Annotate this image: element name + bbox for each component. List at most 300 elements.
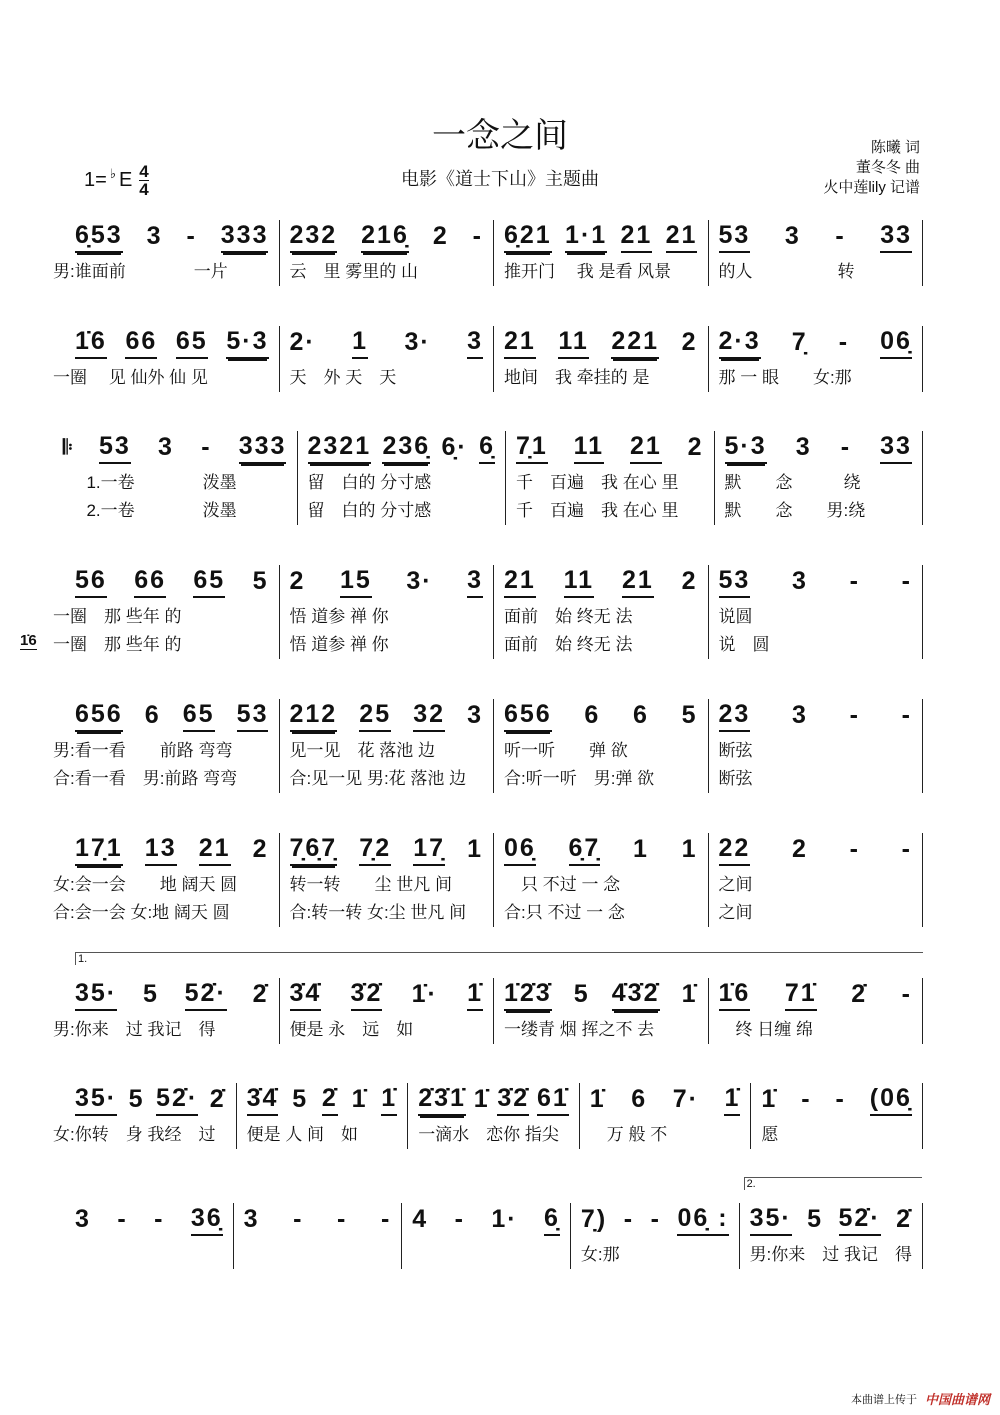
note-group: -: [154, 1204, 165, 1233]
note-group: 56: [75, 567, 107, 598]
score-system: [63, 431, 923, 525]
lyric-line: 见一见 花 落池 边: [289, 741, 435, 760]
measure: [280, 978, 495, 1044]
note-group: 1̇: [351, 1084, 368, 1113]
note-group: 3·: [404, 327, 431, 356]
measure: [494, 326, 709, 392]
lyric-line: 女:你转 身 我经 过: [53, 1125, 216, 1144]
note-group: 52̇·: [839, 1205, 881, 1236]
note-group: 5: [292, 1084, 309, 1113]
measure: [237, 1083, 409, 1149]
note-line: [504, 565, 698, 599]
note-group: 1̇: [381, 1085, 397, 1116]
note-group: 2̇: [896, 1204, 913, 1233]
lyric-line: 只 不过 一 念: [504, 875, 621, 894]
note-group: 1̇: [589, 1084, 606, 1113]
note-group: -: [838, 327, 850, 356]
note-group: 1̇: [724, 1085, 740, 1116]
lyric-line: 之间: [718, 903, 753, 922]
measure: [494, 565, 709, 659]
lyric-line: 默 念 绕: [724, 473, 861, 492]
lyric-line: 转一转 尘 世凡 间: [289, 875, 452, 894]
note-group: 3: [467, 328, 483, 359]
note-group: 1·: [491, 1204, 518, 1233]
lyric-line: 断弦: [718, 741, 753, 760]
measures-row: [75, 431, 923, 525]
note-group: 1̇: [761, 1084, 778, 1113]
note-group: 15: [340, 567, 372, 598]
note-group: 1̇·: [411, 979, 438, 1008]
note-group: 2: [432, 221, 449, 250]
note-group: 6: [584, 700, 601, 729]
note-group: 52̇·: [185, 980, 227, 1011]
note-group: 21: [630, 433, 662, 464]
lyric-line: 留 白的 分寸感: [307, 501, 432, 520]
measure: [53, 1083, 237, 1149]
note-group: 33: [880, 433, 912, 464]
note-group: 2̇: [851, 979, 868, 1008]
note-group: 71̇: [785, 980, 817, 1011]
note-group: 3: [75, 1204, 91, 1233]
note-group: 21: [504, 567, 536, 598]
lyric-line: 男:看一看 前路 弯弯: [53, 741, 233, 760]
note-group: 6: [631, 1084, 648, 1113]
note-group: -: [901, 834, 912, 863]
measure: [280, 833, 495, 927]
note-group: 7̣6̣7̣: [290, 835, 338, 866]
note-group: 1: [681, 834, 698, 863]
lyric-line: 一圈 那 些年 的: [53, 635, 182, 654]
note-group: 65: [176, 328, 208, 359]
lyric-line: 一缕青 烟 挥之不 去: [504, 1020, 655, 1039]
score-system: [53, 833, 923, 927]
lyric-line: 千 百遍 我 在心 里: [516, 473, 679, 492]
note-group: 5: [128, 1084, 145, 1113]
time-top: 4: [139, 162, 149, 181]
note-group: 7·: [672, 1084, 699, 1113]
note-group: 22: [719, 835, 751, 866]
note-group: 7̣: [791, 327, 808, 356]
note-group: 21: [621, 222, 653, 253]
note-line: [590, 1083, 741, 1117]
score-system: [53, 326, 923, 392]
measure: [751, 1083, 923, 1149]
measures-row: [53, 565, 923, 659]
score-system: [53, 953, 923, 1044]
note-group: 2̇: [252, 979, 269, 1008]
note-line: [719, 699, 913, 733]
note-group: 2̇3̇1̇: [418, 1085, 466, 1116]
lyric-line: 合:听一听 男:弹 欲: [504, 769, 655, 788]
note-line: [290, 326, 484, 360]
lyric-line: 合:会一会 女:地 阔天 圆: [53, 903, 230, 922]
note-group: 25: [359, 701, 391, 732]
note-group: -: [801, 1084, 812, 1113]
note-group: 3: [784, 221, 801, 250]
note-group: 3: [467, 567, 483, 598]
measure: [506, 431, 715, 525]
note-line: [719, 833, 913, 867]
note-group: 5: [807, 1204, 824, 1233]
note-line: [247, 1083, 398, 1117]
alternate-notes: 1̇6: [20, 632, 37, 649]
note-group: -: [835, 221, 846, 250]
lyric-line: 说圆: [718, 607, 753, 626]
note-group: 66: [125, 328, 157, 359]
measure: [494, 220, 709, 286]
lyric-line: 2.一卷 泼墨: [77, 501, 237, 520]
measures-row: [53, 978, 923, 1044]
note-group: -: [901, 979, 912, 1008]
measure: [53, 699, 280, 793]
measure: [53, 220, 280, 286]
note-line: [75, 220, 269, 254]
lyric-line: 地间 我 牵挂的 是: [504, 368, 650, 387]
note-line: [504, 220, 698, 254]
note-line: [719, 220, 913, 254]
song-title: 一念之间: [432, 117, 568, 155]
note-line: [750, 1203, 912, 1237]
transcriber: 火中莲lily 记谱: [823, 179, 920, 196]
measure: [75, 431, 298, 525]
score-system: [53, 565, 923, 659]
note-group: 32: [413, 701, 445, 732]
lyric-line: 的人 转: [718, 262, 855, 281]
measure: [715, 431, 924, 525]
measure: [75, 1203, 234, 1269]
note-group: 06̣: [880, 328, 912, 359]
measure: [53, 833, 280, 927]
lyric-line: 推开门 我 是看 风景: [504, 262, 672, 281]
volta-bracket: 1.: [75, 952, 923, 965]
note-group: 2·: [289, 327, 316, 356]
note-line: [719, 565, 913, 599]
note-group: 3: [243, 1204, 260, 1233]
note-group: 212: [290, 701, 338, 732]
note-line: [75, 978, 269, 1012]
note-group: 2: [681, 566, 698, 595]
note-group: 1̇2̇3̇: [504, 980, 552, 1011]
lyric-line: 面前 始 终无 法: [504, 607, 633, 626]
note-group: 333: [239, 433, 287, 464]
note-group: 3: [146, 221, 163, 250]
composer: 董冬冬 曲: [855, 159, 920, 176]
lyric-line: 万 般 不: [589, 1125, 668, 1144]
lyric-line: 一圈 那 些年 的: [53, 607, 182, 626]
note-group: 6̣·: [441, 432, 468, 461]
note-group: -: [901, 566, 912, 595]
measure: [571, 1203, 740, 1269]
note-group: -: [117, 1204, 128, 1233]
measure: [740, 1178, 923, 1269]
note-group: 2: [289, 566, 306, 595]
note-group: 3̇2̇: [351, 980, 383, 1011]
note-group: 6: [144, 700, 161, 729]
note-line: [99, 431, 287, 465]
note-group: 52̇·: [156, 1085, 198, 1116]
lyric-line: 那 一 眼 女:那: [718, 368, 852, 387]
measures-row: [53, 699, 923, 793]
note-group: 53: [719, 567, 751, 598]
note-group: 656: [75, 701, 123, 732]
note-group: 11: [558, 328, 588, 359]
note-group: 11: [564, 567, 594, 598]
flat-sign: ♭: [109, 165, 116, 181]
note-line: [725, 431, 913, 465]
note-group: 6: [633, 700, 649, 729]
note-line: [412, 1203, 560, 1237]
measures-row: [53, 1083, 923, 1149]
note-line: [290, 699, 484, 733]
lyric-line: 合:只 不过 一 念: [504, 903, 625, 922]
note-group: 53: [99, 433, 131, 464]
score-system: [53, 699, 923, 793]
measure: [53, 978, 280, 1044]
key-signature: [84, 163, 149, 198]
lyric-line: 合:转一转 女:尘 世凡 间: [289, 903, 467, 922]
note-group: 1: [633, 834, 649, 863]
footer-text: 本曲谱上传于: [850, 1393, 917, 1406]
measure: [494, 978, 709, 1044]
measure: [53, 565, 280, 659]
note-group: -: [201, 432, 212, 461]
note-group: 221: [611, 328, 659, 359]
note-group: 3̇4̇: [247, 1085, 279, 1116]
note-group: 5: [142, 979, 159, 1008]
note-group: -: [380, 1204, 392, 1233]
note-group: 1̇6: [719, 980, 751, 1011]
note-group: 236̣: [382, 433, 430, 464]
note-group: 35·: [75, 1085, 117, 1116]
time-signature: [139, 163, 148, 198]
note-group: -: [454, 1204, 465, 1233]
measures-row: [75, 1178, 923, 1269]
measures-row: [53, 220, 923, 286]
note-group: -: [472, 221, 483, 250]
lyric-line: 云 里 雾里的 山: [289, 262, 418, 281]
measures-row: [53, 326, 923, 392]
note-group: 06̣: [504, 835, 536, 866]
note-group: 13: [145, 835, 177, 866]
note-group: 1·1: [565, 222, 607, 253]
note-group: 2: [252, 834, 269, 863]
note-group: 6̣53: [75, 222, 123, 253]
note-line: [290, 833, 484, 867]
note-group: 2̇: [209, 1084, 226, 1113]
note-group: 2: [681, 327, 698, 356]
note-group: -: [186, 221, 197, 250]
lyric-line: 留 白的 分寸感: [307, 473, 432, 492]
note-group: 65: [183, 701, 215, 732]
note-group: 656: [504, 701, 552, 732]
note-group: 21: [666, 222, 698, 253]
note-group: 53: [719, 222, 751, 253]
lyric-line: 悟 道参 禅 你: [289, 607, 389, 626]
key-note: E: [118, 169, 133, 191]
note-line: [504, 833, 698, 867]
note-group: 5: [252, 566, 269, 595]
note-line: [308, 431, 496, 465]
credits: [823, 138, 920, 198]
site-logo: 中国曲谱网: [924, 1392, 990, 1407]
measure: [53, 326, 280, 392]
note-group: 7̣1: [516, 433, 548, 464]
note-group: 1: [467, 834, 483, 863]
note-group: 6̣: [544, 1205, 560, 1236]
measure: [280, 565, 495, 659]
score-system: [53, 220, 923, 286]
measure: [494, 833, 709, 927]
note-group: -: [835, 1084, 846, 1113]
note-line: [75, 1203, 223, 1237]
note-group: 4̇3̇2̇: [612, 980, 660, 1011]
lyric-line: 便是 人 间 如: [246, 1125, 359, 1144]
note-group: 21: [199, 835, 231, 866]
measure: [408, 1083, 580, 1149]
lyric-line: 悟 道参 禅 你: [289, 635, 389, 654]
note-group: -: [901, 700, 912, 729]
lyric-line: 之间: [718, 875, 753, 894]
note-line: [290, 978, 484, 1012]
note-group: 1: [352, 328, 368, 359]
lyricist: 陈曦 词: [870, 139, 920, 156]
measure: [280, 326, 495, 392]
lyric-line: 男:谁面前 一片: [53, 262, 228, 281]
note-line: [75, 565, 269, 599]
note-group: 17̣: [413, 835, 445, 866]
note-group: 3̇4̇: [290, 980, 322, 1011]
note-group: 5·3: [725, 433, 767, 464]
lyric-line: 默 念 男:绕: [724, 501, 866, 520]
lyric-line: 千 百遍 我 在心 里: [516, 501, 679, 520]
note-group: 36̣: [191, 1205, 223, 1236]
note-group: 66: [134, 567, 166, 598]
measure: [298, 431, 507, 525]
note-group: 35·: [750, 1205, 792, 1236]
note-group: 33: [880, 222, 912, 253]
measure: [580, 1083, 752, 1149]
note-group: 5: [573, 979, 590, 1008]
note-group: 2·3: [719, 328, 761, 359]
note-line: [719, 326, 913, 360]
footer: [851, 1389, 990, 1408]
note-group: (06̣: [870, 1085, 912, 1116]
note-group: 333: [221, 222, 269, 253]
note-group: 1̇: [473, 1084, 490, 1113]
note-group: 3·: [406, 566, 433, 595]
note-group: -: [849, 834, 860, 863]
note-line: [75, 833, 269, 867]
note-group: 5·3: [226, 328, 268, 359]
note-group: 232: [290, 222, 338, 253]
note-group: 1̇: [681, 979, 698, 1008]
note-group: 6̣21: [504, 222, 552, 253]
note-group: -: [849, 566, 860, 595]
lyric-line: 一滴水 恋你 指尖: [418, 1125, 559, 1144]
lyric-line: 1.一卷 泼墨: [77, 473, 237, 492]
note-group: 3: [467, 700, 483, 729]
note-line: [504, 326, 698, 360]
note-line: [581, 1203, 729, 1237]
measure: [709, 565, 924, 659]
key-label: 1=: [84, 169, 107, 191]
note-line: [290, 220, 484, 254]
lyric-line: 说 圆: [718, 635, 770, 654]
note-line: [418, 1083, 569, 1117]
measure: [494, 699, 709, 793]
measure: [709, 699, 924, 793]
note-group: 2321: [308, 433, 372, 464]
note-group: -: [623, 1204, 635, 1233]
lyric-line: 女:会一会 地 阔天 圆: [53, 875, 238, 894]
note-group: 35·: [75, 980, 117, 1011]
measure: [709, 978, 924, 1044]
note-line: [504, 699, 698, 733]
note-line: [290, 565, 484, 599]
note-group: 3: [792, 700, 808, 729]
repeat-start-sign: 𝄆: [63, 437, 73, 459]
note-line: [516, 431, 704, 465]
note-line: [75, 326, 269, 360]
note-group: 06̣ :: [677, 1205, 728, 1236]
note-group: 7̣): [580, 1204, 608, 1233]
note-line: [504, 978, 698, 1012]
note-line: [719, 978, 913, 1012]
note-group: 6̣: [479, 433, 495, 464]
note-line: [75, 699, 269, 733]
note-group: 216̣: [361, 222, 409, 253]
note-group: 3: [158, 432, 174, 461]
note-group: 5: [681, 700, 698, 729]
note-group: 3̇2̇: [497, 1085, 529, 1116]
note-group: -: [293, 1204, 304, 1233]
note-group: 1̇: [467, 980, 483, 1011]
note-group: 3: [795, 432, 812, 461]
volta-bracket: 2.: [744, 1177, 922, 1190]
note-group: -: [849, 700, 860, 729]
lyric-line: 男:你来 过 我记 得: [749, 1245, 913, 1264]
score-system: [75, 1178, 923, 1269]
measure: [280, 699, 495, 793]
lyric-line: 合:看一看 男:前路 弯弯: [53, 769, 238, 788]
measure: [234, 1203, 403, 1269]
note-group: 21: [504, 328, 536, 359]
note-group: 53: [237, 701, 269, 732]
lyric-line: [53, 1241, 223, 1269]
note-group: 2: [792, 834, 808, 863]
note-line: [244, 1203, 392, 1237]
lyric-line: 一圈 见 仙外 仙 见: [53, 368, 208, 387]
lyric-line: 天 外 天 天: [289, 368, 397, 387]
song-subtitle: 电影《道士下山》主题曲: [401, 169, 599, 189]
time-bottom: 4: [139, 180, 149, 199]
note-line: [75, 1083, 226, 1117]
lyric-line: 愿: [761, 1125, 779, 1144]
note-group: 3: [792, 566, 808, 595]
note-group: 21: [622, 567, 654, 598]
measure: [402, 1203, 571, 1269]
note-group: 65: [193, 567, 225, 598]
lyric-line: [412, 1241, 560, 1269]
measures-row: [53, 833, 923, 927]
note-line: [761, 1083, 912, 1117]
note-group: 1̇6: [75, 328, 107, 359]
note-group: 2: [687, 432, 704, 461]
measure: [709, 833, 924, 927]
lyric-line: 女:那: [580, 1245, 620, 1264]
lyric-line: [244, 1241, 392, 1269]
lyric-line: 面前 始 终无 法: [504, 635, 633, 654]
